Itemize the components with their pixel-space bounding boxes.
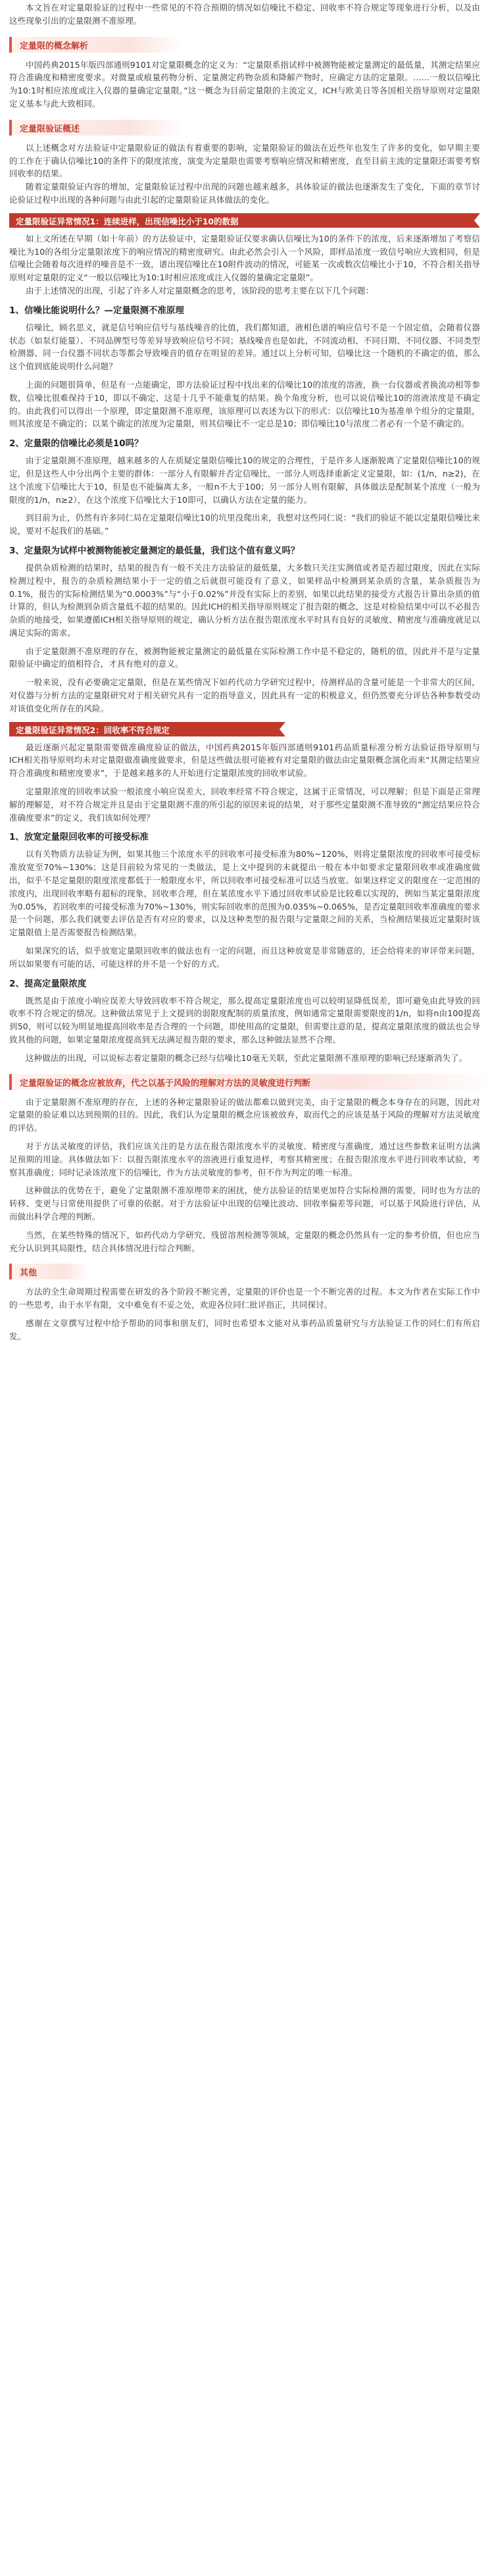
subsection-title: 定量限验证异常情况1：连续进样，出现信噪比小于10的数据 <box>16 216 239 226</box>
paragraph: 方法的全生命周期过程需要在研发的各个阶段不断完善，定量限的评价也是一个不断完善的过程。本文为作者在实际工作中的一些思考，由于水平有限，文中难免有不妥之处，欢迎各位同仁批评指正，共同探讨。 <box>9 1287 480 1310</box>
paragraph: 到目前为止，仍然有许多同仁局在定量限信噪比10的坑里没爬出来，我想对这些同仁说：“我们的验证不能以定量限信噪比来说，要对不起我们的基础。” <box>9 513 480 536</box>
paragraph: 提供杂质检测的结果时，结果的报告有一般不关注方法验证的最低量，大多数只关注实测值或者是否超过限度，因此在实际检测过程中，报告的杂质检测结果小于一定的值之后就很可能没有了意义，如果样品中检测到某杂质的含量，某杂质报告为0.1%，报告的实际检测结果为“0.0003%”与“小于0.02%”并没有实际上的差别，如果以此结果的接受方式报告计算出杂质的值计算的，但认为检测到杂质含量低不超的结果的。因此ICH的相关指导原则规定了报告限的概念，这是对检验结果中可以不必报告杂质的地接受，如果遵循ICH相关指导原则的规定，确认分析方法在报告限浓度水平时具有良好的灵敏度、精密度与准确度就足以满足实际的需求。 <box>9 562 480 638</box>
question-heading: 1、放宽定量限回收率的可接受标准 <box>9 832 149 843</box>
paragraph: 由于定量限测不准原理，越来越多的人在质疑定量限信噪比10的规定的合理性，于是许多人逐渐脱离了定量限信噪比10的规定，但是这些人中分出两个主要的群体：一部分人有限解并否定信噪比，一部分人则选择重新定义定量限，如：(1/n，n≥2)，在这个浓度下信噪比大于10，但是也不能偏离太多，一般n不大于100；另一部分人则有限解，具体做法是配制某个浓度（一般为限度的1/n，n≥2），在这个浓度下信噪比大于10即可，以确认方法在定量的能力。 <box>9 455 480 505</box>
paragraph: 如上文所述在早期（如十年前）的方法验证中，定量限验证仅要求确认信噪比为10的条件下的浓度，后来逐渐增加了考察信噪比为10的各组分定量限浓度下的响应情况的精密度研究。由此必然会引入一个风险，即样品浓度一致信号响应大致相同，但是信噪比会随着每次进样的噪音是不一致，谱出现信噪比在10附件波动的情况，可能某一次或数次信噪比小于10，不符合相关指导原则对定量限的定义“一般以信噪比为10:1时相应浓度或注入仪器的量确定定量限”。 <box>9 233 480 283</box>
paragraph: 由于上述情况的出现，引起了许多人对定量限概念的思考，该阶段的思考主要在以下几个问题： <box>26 285 374 296</box>
paragraph: 感谢在文章撰写过程中给予帮助的同事和朋友们，同时也希望本文能对从事药品质量研究与方法验证工作的同仁们有所启发。 <box>9 1318 480 1341</box>
section-title: 定量限的概念解析 <box>20 41 89 51</box>
paragraph: 随着定量限验证内容的增加，定量限验证过程中出现的问题也越来越多，具体验证的做法也逐渐发生了变化，下面的章节讨论验证过程中出现的各种问题与由此引起的定量限验证具体做法的变化。 <box>9 182 480 205</box>
question-heading: 3、定量限为试样中被测物能被定量测定的最低量，我们这个值有意义吗？ <box>9 545 300 556</box>
paragraph: 由于定量限测不准原理的存在，被测物能被定量测定的最低量在实际检测工作中是不稳定的，随机的值，因此并不是与定量限验证中确定的值相符合，才具有绝对的意义。 <box>9 646 480 669</box>
paragraph: 信噪比，顾名思义，就是信号响应信号与基线噪音的比值，我们都知道，液相色谱的响应信号不是一个固定值，会随着仪器状态（如泵灯能量）、不同品牌型号等差异导致响应信号不同；基线噪音也是如此，不同流动相、不同日期、不同仪器、不同类型检测器、同一台仪器不同状态等都会导致噪音的值存在明显的差异。通过以上分析可知，信噪比这一个随机的不确定的值，那么这个值到底能说明什么问题？ <box>9 322 480 372</box>
paragraph: 一般来说，没有必要确定定量限，但是在某些情况下如药代动力学研究过程中，待测样品的含量可能是一个非常大的区间，对仪器与分析方法的定量限研究对于相关研究具有一定的指导意义，因此具有一定的积极意义，但仍然要充分评估各种参数受动对该值变化所存在的风险。 <box>9 677 480 713</box>
question-heading: 1、信噪比能说明什么？—定量限测不准原理 <box>9 305 184 316</box>
paragraph: 中国药典2015年版四部通则9101对定量限概念的定义为：“定量限系指试样中被测物能被定量测定的最低量，其测定结果应符合准确度和精密度要求。对微量或痕量药物分析、定量测定药物杂质和降解产物时，应确定方法的定量限。……一般以信噪比为10:1时相应浓度或注入仪器的量确定定量限。”这一概念为目前定量限的主流定义，ICH与欧美日等各国相关指导原则对定量限定义基本与此大致相同。 <box>9 59 480 109</box>
question-heading: 2、提高定量限浓度 <box>9 978 87 989</box>
paragraph: 最近逐渐兴起定量限需要做准确度验证的做法，中国药典2015年版四部通则9101药品质量标准分析方法验证指导原则与ICH相关指导原则均未对定量限做准确度做要求，但是这些做法很可能被有对定量限的做法由定量限概念演化而来“其测定结果应符合准确度和精密度要求”，于是越来越多的人开始进行定量限浓度的回收率试验。 <box>9 742 480 779</box>
paragraph: 当然，在某些特殊的情况下，如药代动力学研究、残留溶剂检测等领域，定量限的概念仍然具有一定的参考价值，但也应当充分认识到其局限性，结合具体情况进行综合判断。 <box>9 1229 480 1253</box>
paragraph: 由于定量限测不准原理的存在，上述的各种定量限验证的做法都难以做到完美，由于定量限的概念本身存在的问题，因此对定量限的验证难以达到预期的目的。因此，我们认为定量限的概念应该被放弃，取而代之的应该是基于风险的理解对方法灵敏度的评估。 <box>9 1096 480 1133</box>
paragraph: 这种做法的出现，可以说标志着定量限的概念已经与信噪比10毫无关联，至此定量限测不准原理的影响已经逐渐消失了。 <box>26 1052 468 1063</box>
paragraph: 以上述概念对方法验证中定量限验证的做法有着重要的影响，定量限验证的做法在近些年也发生了许多的变化，如早期主要的工作在于确认信噪比10的条件下的限度浓度，演变为定量限也需要考察响应情况和精密度，直至目前主流的定量限还需要考察回收率的结果。 <box>9 142 480 179</box>
paragraph: 如果深究的话，似乎放宽定量限回收率的做法也有一定的问题，而且这种放宽是非常随意的，还会给将来的审评带来问题，所以如果要有可能的话，可能这样的并不是一个好的方式。 <box>9 946 480 969</box>
subsection-banner-case2 <box>9 722 285 736</box>
section-header-risk <box>9 1074 488 1090</box>
section-title: 其他 <box>20 1268 37 1279</box>
section-title: 定量限验证的概念应被放弃，代之以基于风险的理解对方法的灵敏度进行判断 <box>20 1078 311 1089</box>
section-header-concept <box>9 37 182 53</box>
paragraph: 既然是由于浓度小响应误差大导致回收率不符合规定，那么提高定量限浓度也可以较明显降低误差，即可避免由此导致的回收率不符合规定的情况。这种做法常见于上文提到的弱限度配制的质量浓度，例如通常定量限需要限度的1/n，如将n由100提高到50，则可以较为明显地提高回收率是否合理的一个问题，即使用高的定量限，但需要注意的是，提高定量限浓度的做法也会导致其他的问题，如果定量限浓度提高到无法满足报告限的要求，那么这种做法显然不合理。 <box>9 995 480 1045</box>
section-title: 定量限验证概述 <box>20 124 80 134</box>
paragraph: 定量限浓度的回收率试验一般浓度小响应误差大，回收率经常不符合规定，这属于正常情况，可以理解；但是下面是正常理解的理解是，对不符合规定并且是由于定量限测不准的所引起的原因来说的结果，对于那些定量限测不准导致的“测定结果应符合准确度要求”的定义，我们该如何处理？ <box>9 786 480 823</box>
paragraph: 以有关物质方法验证为例，如果其他三个浓度水平的回收率可接受标准为80%~120%，则将定量限浓度的回收率可接受标准放宽至70%~130%；这是目前较为常见的一类做法，是上文中提到的未就提出一般在本中如要求定量限回收率或准确度做出，似乎不是定量限的限度浓度都低于一般限度水平，所以回收率可接受标准可以适当放宽。如果这样定义的限度在一定范围的浓度内，出现回收率略有超标的现象，回收率合理，但在某浓度水平下通过回收率试验是比较难以实现的，例如当某定量限浓度为0.05%，若回收率的可接受标准为70%~130%，则实际回收率的范围为0.035%~0.065%，是否定量限回收率准确度的要求是一个问题，那么我们就要去评估是否有对应的要求，以及这种类型的报告限与定量限之间的关系，当检测结果接近定量限时该定量限值上是否需要报告检测结果。 <box>9 849 480 938</box>
paragraph: 这种做法的优势在于，避免了定量限测不准原理带来的困扰，使方法验证的结果更加符合实际检测的需要，同时也为方法的转移、变更与日常使用提供了可靠的依据。对于方法验证中出现的信噪比波动、回收率偏差等问题，可以基于风险进行评估，从而做出科学合理的判断。 <box>9 1185 480 1222</box>
section-header-overview <box>9 120 182 136</box>
subsection-banner-case1 <box>9 213 480 228</box>
paragraph: 上面的问题很简单，但是有一点能确定，即方法验证过程中找出来的信噪比10的浓度的溶液，换一台仪器或者换流动相等参数，信噪比很难保持于10，即以不确定、这是十几乎不能重复的结果。换个角度分析，也可以说信噪比10的溶液浓度是不确定的。由此我们可以得出一个原理，即定量限测不准原理，该原理可以表述为以下的形式：以信噪比10为基准单个组分的定量限，则其浓度是不确定的；以某个确定的浓度为定量限，则其信噪比不一定总是10；即信噪比10与浓度二者必有一个是不确定的。 <box>9 379 480 429</box>
question-heading: 2、定量限的信噪比必须是10吗？ <box>9 438 143 450</box>
intro-paragraph: 本文旨在对定量限验证的过程中一些常见的不符合预期的情况如信噪比不稳定、回收率不符合规定等现象进行分析，以及由这些现象引出的定量限测不准原理。 <box>9 3 480 26</box>
paragraph: 对于方法灵敏度的评估，我们应该关注的是方法在报告限浓度水平的灵敏度、精密度与准确度，通过这些参数来证明方法满足预期的用途。具体做法如下：以报告限浓度水平的溶液进行重复进样，考察其精密度；在报告限浓度水平进行回收率试验，考察其准确度；同时记录该浓度下的信噪比，作为方法灵敏度的参考，但不作为判定的唯一标准。 <box>9 1141 480 1177</box>
subsection-title: 定量限验证异常情况2：回收率不符合规定 <box>16 725 170 735</box>
section-header-other <box>9 1264 88 1279</box>
